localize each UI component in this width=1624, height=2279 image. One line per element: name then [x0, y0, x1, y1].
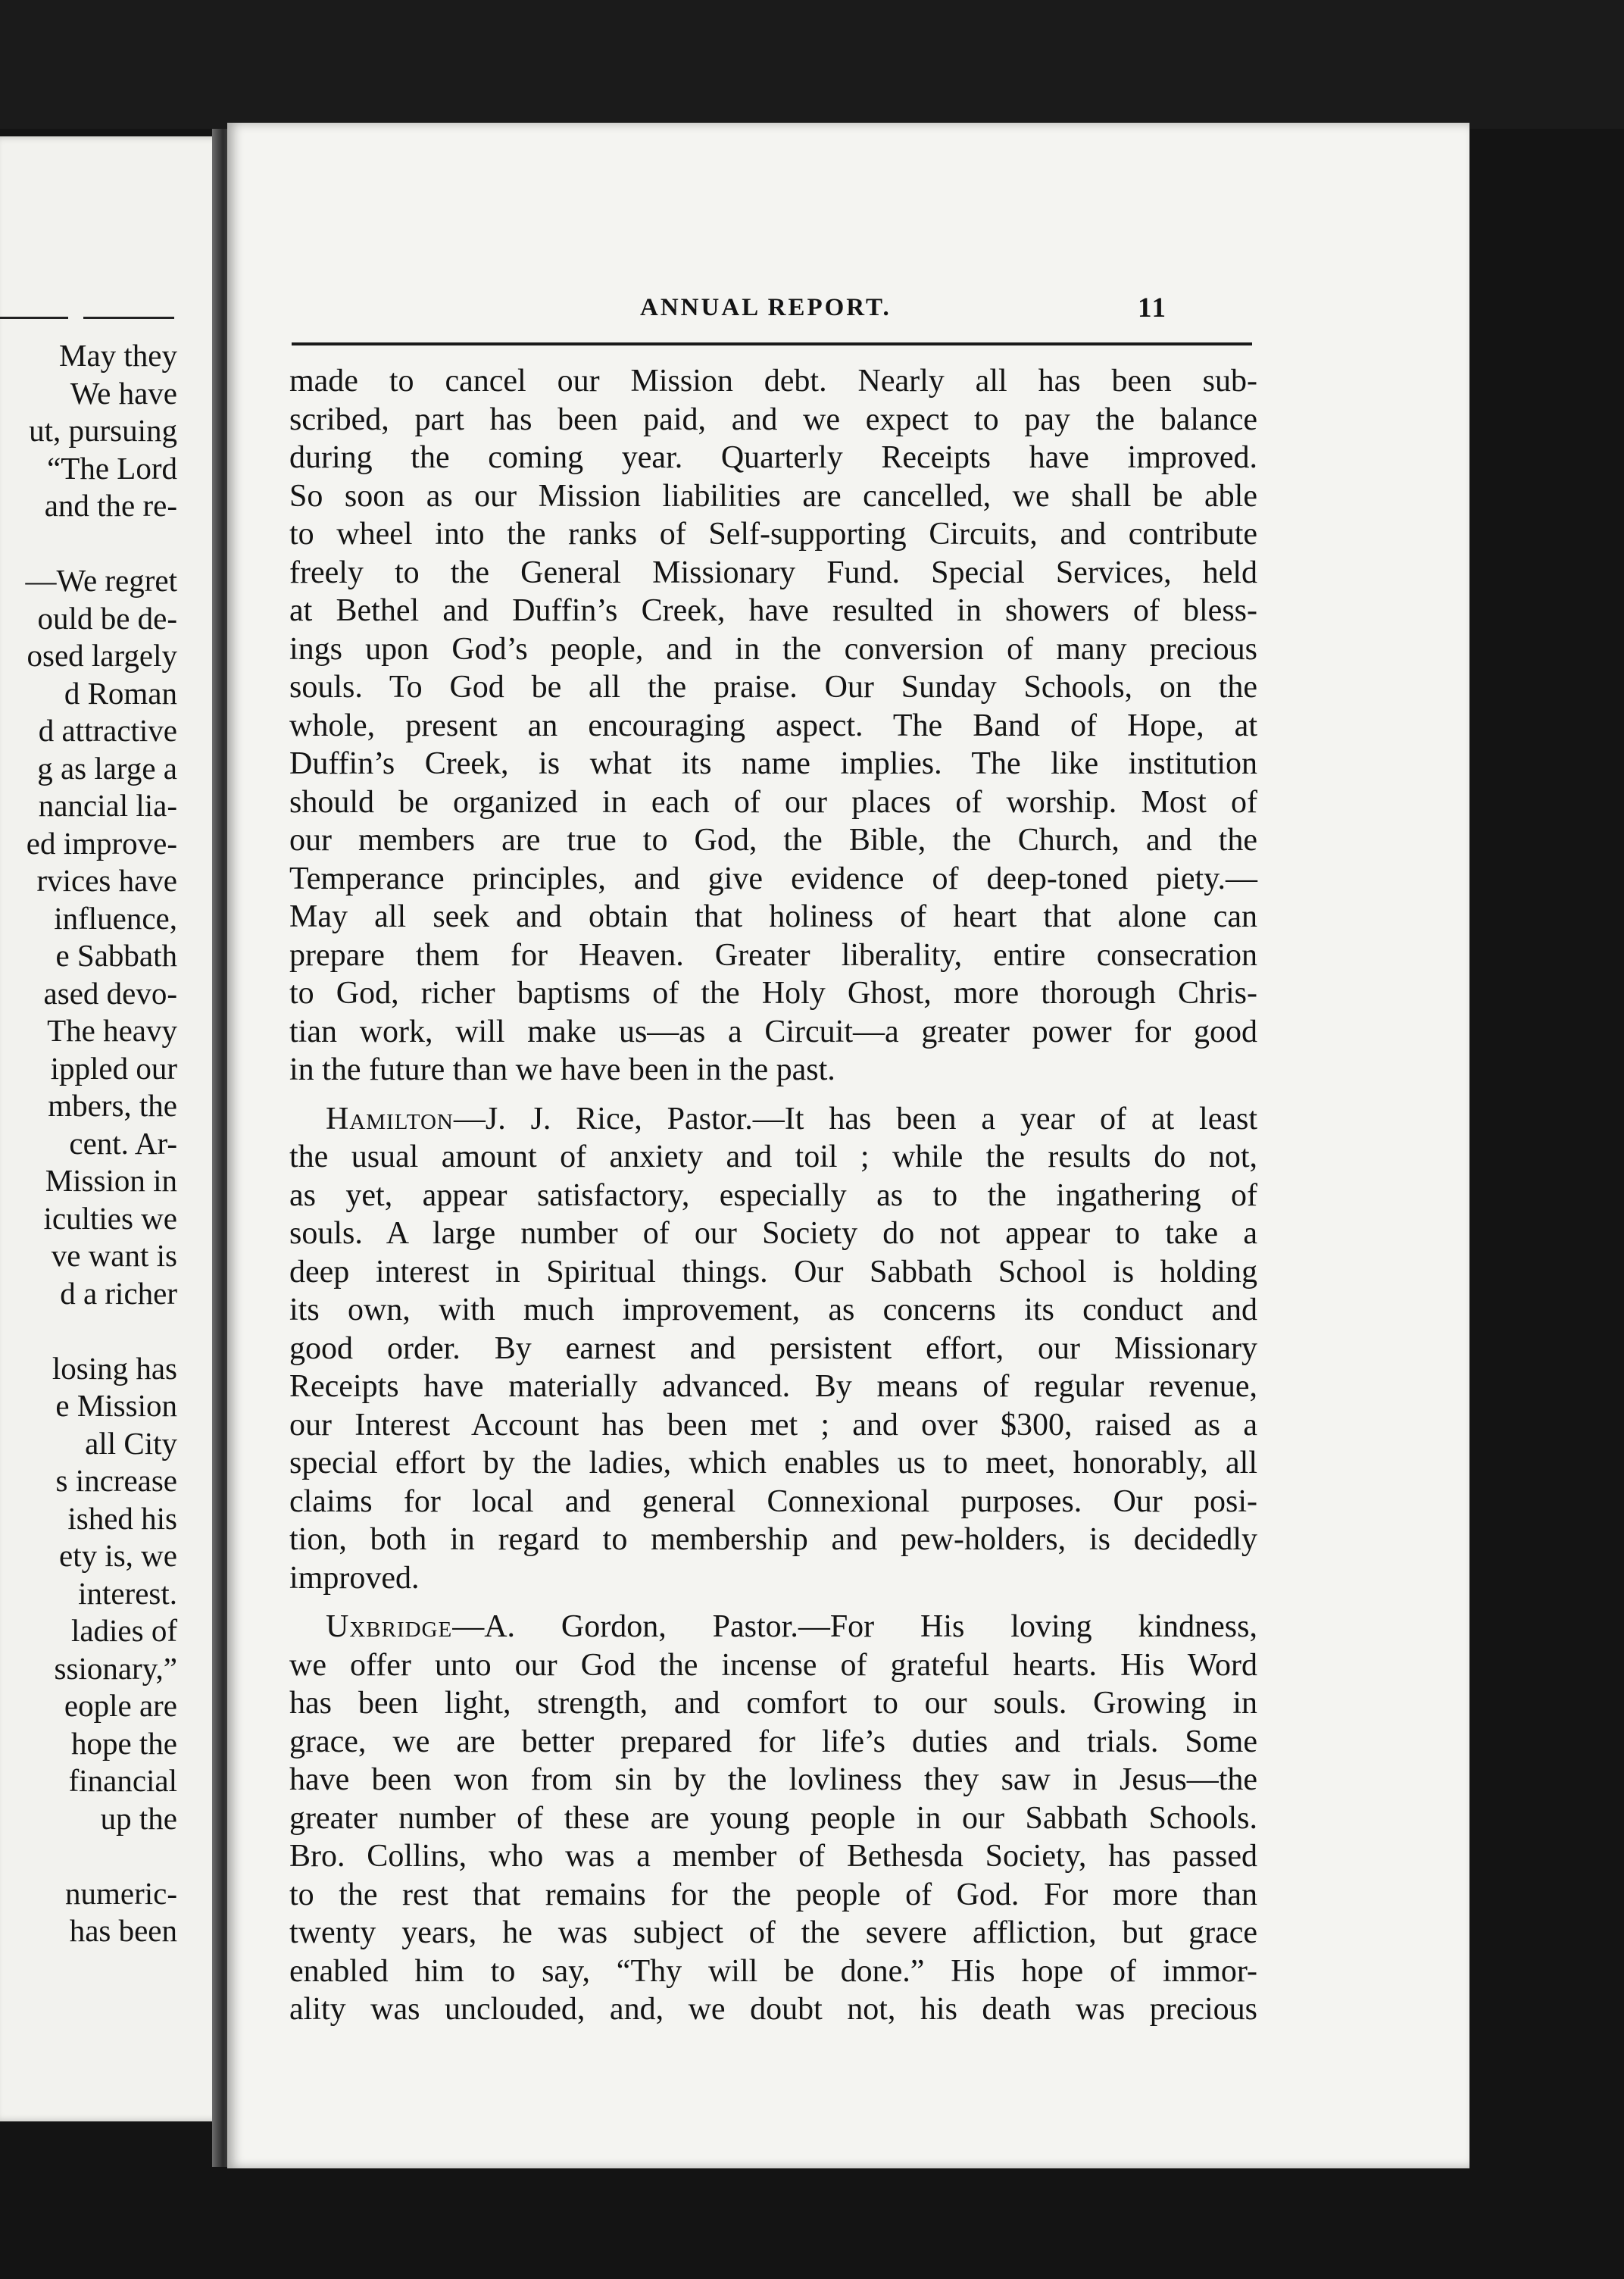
left-page-line [0, 1837, 177, 1875]
left-page-line: d attractive [38, 713, 177, 748]
text-line: at Bethel and Duffin’s Creek, have resulted in showers of bless- [289, 593, 1257, 628]
text-line [289, 1100, 1257, 1139]
left-page-line: ety is, we [59, 1538, 177, 1573]
text-line: whole, present an encouraging aspect. The Band of Hope, at [289, 708, 1257, 743]
text-line: as yet, appear satisfactory, especially as to the ingathering of [289, 1177, 1257, 1213]
left-page-rule [83, 317, 174, 319]
text-line: improved. [289, 1560, 420, 1596]
text-line: deep interest in Spiritual things. Our Sabbath School is holding [289, 1254, 1257, 1290]
text-line: our members are true to God, the Bible, the Church, and the [289, 823, 1257, 858]
left-page-line: ve want is [51, 1238, 177, 1273]
left-page-line: ased devo- [43, 975, 177, 1011]
text-line: during the coming year. Quarterly Receipts have improved. [289, 440, 1257, 475]
left-page-line: May they [59, 338, 177, 373]
text-line: Duffin’s Creek, is what its name implies. The like institution [289, 746, 1257, 781]
header-rule [292, 342, 1252, 345]
left-page-line: d a richer [60, 1275, 177, 1311]
left-page-line: e Mission [55, 1388, 177, 1423]
left-page-line: influence, [54, 900, 177, 936]
left-page-rule [0, 317, 68, 319]
left-page-line: interest. [78, 1575, 177, 1611]
text-line: made to cancel our Mission debt. Nearly all has been sub- [289, 364, 1257, 399]
text-line [289, 1608, 1257, 1646]
text-line: souls. A large number of our Society do not appear to take a [289, 1216, 1257, 1251]
text-line: claims for local and general Connexional purposes. Our posi- [289, 1483, 1257, 1519]
left-page-line: d Roman [64, 675, 177, 711]
left-page-line: ould be de- [37, 600, 177, 636]
left-page-line: Mission in [45, 1163, 177, 1198]
text-line: has been light, strength, and comfort to our souls. Growing in [289, 1686, 1257, 1721]
text-line: good order. By earnest and persistent effort, our Missionary [289, 1330, 1257, 1366]
left-facing-page [0, 136, 227, 2121]
left-page-line: nancial lia- [38, 788, 177, 823]
left-page-line: losing has [52, 1350, 177, 1386]
left-page-line: all City [85, 1425, 177, 1461]
paragraph-mission-debt [289, 362, 1257, 1089]
text-line: tion, both in regard to membership and pew-holders, is decidedly [289, 1522, 1257, 1557]
text-line: scribed, part has been paid, and we expect to pay the balance [289, 402, 1257, 437]
left-page-line: ed improve- [26, 825, 177, 861]
text-line: grace, we are better prepared for life’s duties and trials. Some [289, 1724, 1257, 1759]
left-page-line: g as large a [37, 750, 177, 786]
left-page-line: “The Lord [47, 450, 177, 486]
text-line: should be organized in each of our places of worship. Most of [289, 784, 1257, 820]
body-text [289, 362, 1257, 2029]
left-page-line: ippled our [50, 1050, 177, 1086]
left-page-line: ssionary,” [54, 1650, 177, 1686]
text-line: Temperance principles, and give evidence of deep-toned piety.— [289, 861, 1257, 896]
text-line: prepare them for Heaven. Greater liberality, entire consecration [289, 937, 1257, 973]
left-page-line: The heavy [47, 1013, 177, 1048]
left-page-line: cent. Ar- [69, 1125, 177, 1161]
paragraph-hamilton [289, 1100, 1257, 1598]
left-page-line: We have [70, 375, 177, 411]
text-line: tian work, will make us—as a Circuit—a greater power for good [289, 1014, 1257, 1049]
text-line: to God, richer baptisms of the Holy Ghost, more thorough Chris- [289, 976, 1257, 1011]
text-line: to the rest that remains for the people of God. For more than [289, 1877, 1257, 1912]
paragraph-uxbridge [289, 1608, 1257, 2029]
text-line: the usual amount of anxiety and toil ; while the results do not, [289, 1140, 1257, 1174]
left-page-line: rvices have [36, 863, 177, 898]
text-line: May all seek and obtain that holiness of heart that alone can [289, 899, 1257, 934]
text-line: twenty years, he was subject of the severe affliction, but grace [289, 1915, 1257, 1950]
text-line: have been won from sin by the lovliness they saw in Jesus—the [289, 1762, 1257, 1797]
left-page-line: up the [100, 1800, 177, 1836]
scan-background-top [0, 0, 1624, 129]
text-line: in the future than we have been in the past. [289, 1052, 835, 1087]
left-page-line: mbers, the [48, 1088, 177, 1123]
left-page-line: ished his [67, 1500, 177, 1536]
running-head: ANNUAL REPORT. [640, 294, 892, 321]
section-lead: Hamilton [326, 1101, 454, 1136]
text-line: souls. To God be all the praise. Our Sunday Schools, on the [289, 670, 1257, 705]
text-line: So soon as our Mission liabilities are cancelled, we shall be able [289, 478, 1257, 514]
left-page-line: has been [69, 1913, 177, 1948]
left-page-line: osed largely [27, 638, 177, 673]
section-lead-rest: —J. J. Rice, Pastor.—It has been a year of at least [453, 1101, 1257, 1136]
text-line: freely to the General Missionary Fund. Special Services, held [289, 555, 1257, 590]
text-line: greater number of these are young people in our Sabbath Schools. [289, 1800, 1257, 1836]
left-page-line [0, 1312, 177, 1350]
text-line: our Interest Account has been met ; and over $300, raised as a [289, 1407, 1257, 1443]
left-page-line: financial [68, 1763, 177, 1798]
left-page-line [0, 525, 177, 563]
left-page-line: hope the [70, 1725, 177, 1761]
text-line: enabled him to say, “Thy will be done.” His hope of immor- [289, 1953, 1257, 1989]
left-page-line: ladies of [70, 1613, 177, 1648]
text-line: to wheel into the ranks of Self-supporting Circuits, and contribute [289, 517, 1257, 552]
left-page-line: numeric- [65, 1875, 177, 1911]
text-line: Bro. Collins, who was a member of Bethesda Society, has passed [289, 1839, 1257, 1874]
left-page-line: e Sabbath [55, 938, 177, 973]
left-page-line: eople are [64, 1688, 177, 1723]
left-page-line: and the re- [44, 488, 177, 523]
section-lead-rest: —A. Gordon, Pastor.—For His loving kindness, [452, 1609, 1257, 1644]
text-line: ings upon God’s people, and in the conversion of many precious [289, 631, 1257, 667]
left-page-line: s increase [55, 1463, 177, 1498]
text-line: its own, with much improvement, as concerns its conduct and [289, 1293, 1257, 1327]
left-page-line: iculties we [43, 1200, 177, 1236]
left-page-line: ut, pursuing [29, 413, 177, 448]
left-page-text [0, 337, 177, 1950]
text-line: ality was unclouded, and, we doubt not, his death was precious [289, 1992, 1257, 2027]
text-line: Receipts have materially advanced. By means of regular revenue, [289, 1369, 1257, 1404]
text-line: we offer unto our God the incense of grateful hearts. His Word [289, 1647, 1257, 1683]
text-line: special effort by the ladies, which enables us to meet, honorably, all [289, 1446, 1257, 1480]
left-page-line: —We regret [25, 563, 177, 598]
section-lead: Uxbridge [326, 1609, 453, 1644]
page-number: 11 [1138, 292, 1167, 324]
